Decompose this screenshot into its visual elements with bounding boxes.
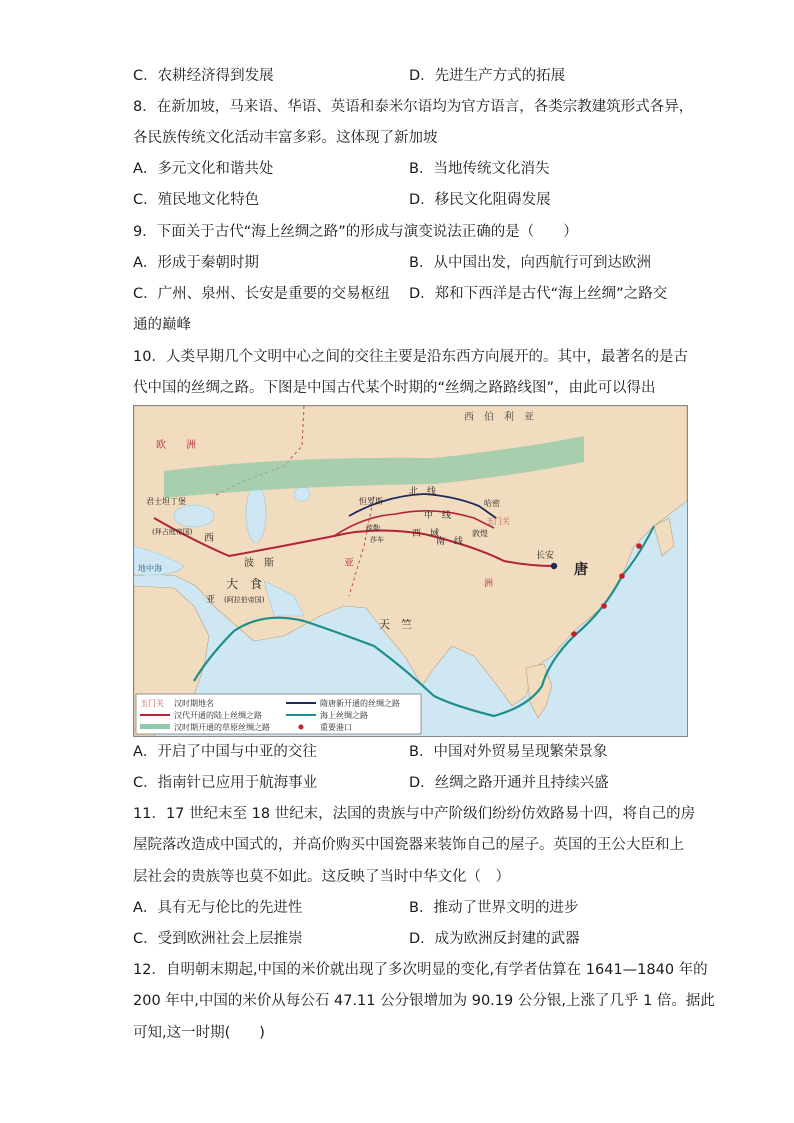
port-marker <box>619 573 625 579</box>
q11-stem-line2: 屋院落改造成中国式的，并高价购买中国瓷器来装饰自己的屋子。英国的王公大臣和上 <box>133 837 684 853</box>
q8-option-d: D．移民文化阻碍发展 <box>409 192 551 208</box>
silk-road-map <box>133 405 688 737</box>
label-dunhuang: 敦煌 <box>472 529 488 538</box>
label-europe: 欧 洲 <box>156 440 196 451</box>
legend-item-han: 汉代开通的陆上丝绸之路 <box>174 711 262 720</box>
black-sea <box>174 505 214 527</box>
legend-swatch-port <box>299 725 304 730</box>
map-legend <box>136 694 421 734</box>
q9-option-a: A．形成于秦朝时期 <box>133 255 259 271</box>
q9-option-c: C．广州、泉州、长安是重要的交易枢纽 <box>133 286 390 302</box>
label-changan: 长安 <box>536 551 555 561</box>
legend-sample-yumenguan: 玉门关 <box>140 699 164 708</box>
q8-option-a: A．多元文化和谐共处 <box>133 161 274 177</box>
label-tang: 唐 <box>574 562 588 578</box>
label-asia: 亚 <box>344 558 354 569</box>
label-west: 西 <box>204 533 214 544</box>
label-tianzhu: 天 竺 <box>379 618 412 631</box>
port-marker <box>571 631 577 637</box>
q8-stem-line2: 各民族传统文化活动丰富多彩。这体现了新加坡 <box>133 130 438 146</box>
label-shache: 莎车 <box>370 536 384 544</box>
q8-stem-line1: 8．在新加坡，马来语、华语、英语和泰米尔语均为官方语言，各类宗教建筑形式各异， <box>133 99 694 115</box>
q8-option-b: B．当地传统文化消失 <box>409 161 550 177</box>
aral-sea <box>294 487 310 501</box>
q9-option-d-cont: 通的巅峰 <box>133 317 191 333</box>
label-mediterranean: 地中海 <box>138 564 162 573</box>
q9-option-d: D．郑和下西洋是古代“海上丝绸”之路交 <box>409 286 668 302</box>
q10-option-d: D．丝绸之路开通并且持续兴盛 <box>409 775 609 791</box>
q10-stem-line1: 10．人类早期几个文明中心之间的交往主要是沿东西方向展开的。其中，最著名的是古 <box>133 349 688 365</box>
caspian-sea <box>246 486 266 542</box>
q10-option-a: A．开启了中国与中亚的交往 <box>133 744 317 760</box>
changan-marker <box>551 563 557 569</box>
label-byzantium: (拜占庭帝国) <box>152 528 193 536</box>
label-western-regions: 西 域 <box>412 529 440 539</box>
q11-stem-line3: 层社会的贵族等也莫不如此。这反映了当时中华文化（ ） <box>133 869 510 885</box>
label-constantinople: 君士坦丁堡 <box>146 497 186 506</box>
q11-option-b: B．推动了世界文明的进步 <box>409 900 579 916</box>
label-ya-west: 亚 <box>206 595 216 605</box>
q10-option-c: C．指南针已应用于航海事业 <box>133 775 318 791</box>
q7-option-c: C．农耕经济得到发展 <box>133 68 274 84</box>
q12-stem-line2: 200 年中,中国的米价从每公石 47.11 公分银增加为 90.19 公分银,上涨了几乎 1 倍。据此 <box>133 993 715 1009</box>
label-talas: 怛罗斯 <box>359 497 383 506</box>
q10-stem-line2: 代中国的丝绸之路。下图是中国古代某个时期的“丝绸之路路线图”，由此可以得出 <box>133 380 656 396</box>
label-north-line: 北 线 <box>409 487 437 497</box>
label-yumenguan: 玉门关 <box>486 517 510 526</box>
q12-stem-line1: 12．自明朝末期起,中国的米价就出现了多次明显的变化,有学者估算在 1641—1840 年的 <box>133 962 708 978</box>
q8-option-c: C．殖民地文化特色 <box>133 192 260 208</box>
q12-stem-line3: 可知,这一时期( ) <box>133 1025 265 1041</box>
q11-option-c: C．受到欧洲社会上层推崇 <box>133 931 303 947</box>
legend-item-sea: 海上丝绸之路 <box>320 711 368 720</box>
legend-swatch-steppe <box>140 724 170 729</box>
port-marker <box>601 603 607 609</box>
q10-option-b: B．中国对外贸易呈现繁荣景象 <box>409 744 608 760</box>
label-arab: (阿拉伯帝国) <box>224 596 265 604</box>
label-zhou: 洲 <box>484 579 494 589</box>
q7-option-d: D．先进生产方式的拓展 <box>409 68 566 84</box>
label-south-line: 南 线 <box>436 537 464 547</box>
q11-option-a: A．具有无与伦比的先进性 <box>133 900 303 916</box>
q11-stem-line1: 11．17 世纪末至 18 世纪末，法国的贵族与中产阶级们纷纷仿效路易十四，将自己的房 <box>133 806 696 822</box>
legend-item-place: 汉时期地名 <box>174 699 214 708</box>
port-marker <box>636 543 642 549</box>
label-middle-line: 中 线 <box>424 511 452 521</box>
legend-item-steppe: 汉时期开通的草原丝绸之路 <box>174 723 270 732</box>
label-siberia: 西 伯 利 亚 <box>464 412 534 423</box>
label-hami: 哈密 <box>484 499 500 508</box>
label-shule: 疏勒 <box>366 524 380 532</box>
q9-stem: 9．下面关于古代“海上丝绸之路”的形成与演变说法正确的是（ ） <box>133 224 578 240</box>
label-dashi: 大 食 <box>226 577 263 591</box>
q11-option-d: D．成为欧洲反封建的武器 <box>409 931 580 947</box>
q9-option-b: B．从中国出发，向西航行可到达欧洲 <box>409 255 651 271</box>
label-persia: 波 斯 <box>244 558 274 569</box>
legend-item-port: 重要港口 <box>320 723 352 732</box>
legend-item-sui-tang: 隋唐新开通的丝绸之路 <box>320 699 400 708</box>
